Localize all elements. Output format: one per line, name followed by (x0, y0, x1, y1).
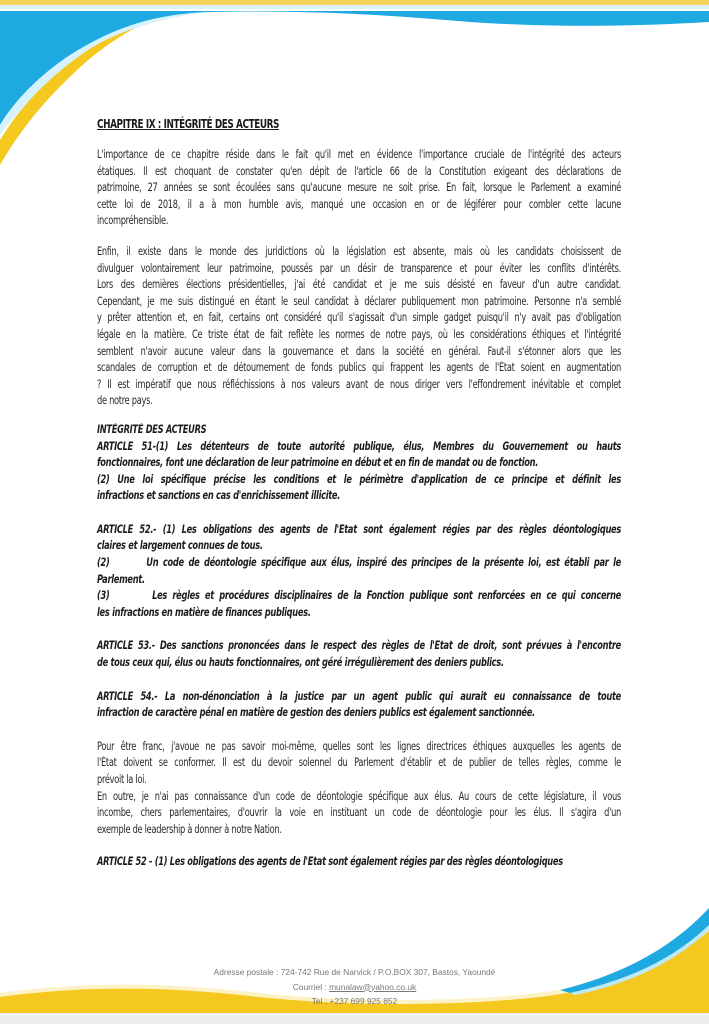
text-line: incombe, chers parlementaires, d'ouvrir la voie en instituant un code de déontologie pour les élus. Il s'agira d'un (97, 806, 621, 820)
text-line: Parlement. (97, 572, 145, 586)
letterhead-footer (0, 965, 709, 1009)
top-light-strip (0, 5, 709, 9)
text-line: ARTICLE 52 - (1) Les obligations des agents de l'Etat sont également régies par des règles déontologiques (97, 855, 563, 869)
email-line (0, 980, 709, 995)
text-line: exemple de leadership à donner à notre Nation. (97, 822, 282, 836)
text-line: étatiques. Il est choquant de constater qu'en dépit de l'article 66 de la Constitution exigeant des déclarations de (97, 164, 621, 178)
text-line: les infractions en matière de finances publiques. (97, 605, 311, 619)
text-line: (3) Les règles et procédures disciplinaires de la Fonction publique sont renforcées en ce qui concerne (97, 589, 621, 603)
text-line: ARTICLE 51-(1) Les détenteurs de toute autorité publique, élus, Membres du Gouvernement ou hauts (97, 439, 621, 453)
text-line: légale en la matière. Ce triste état de fait reflète les normes de notre pays, où les considérations éthiques et l'intégrité (97, 327, 621, 341)
phone-number: Tel : +237 699 925 852 (311, 996, 398, 1006)
text-line: ARTICLE 54.- La non-dénonciation à la justice par un agent public qui aurait eu connaissance de toute (97, 689, 621, 703)
document-body (97, 117, 621, 871)
text-line: prévoit la loi. (97, 773, 147, 786)
top-blue-swoosh (0, 11, 709, 125)
text-line: ARTICLE 53.- Des sanctions prononcées dans le respect des règles de l'Etat de droit, sont prévues à l'encontre (97, 639, 621, 653)
text-line: Lors des dernières élections présidentielles, j'ai été candidat et je me suis désisté en faveur d'un autre candidat. (97, 278, 621, 292)
text-line: fonctionnaires, font une déclaration de leur patrimoine en début et en fin de mandat ou de fonction. (97, 456, 539, 470)
text-line: ? Il est impératif que nous réfléchissions à nos valeurs avant de nous diriger vers l'effondrement inévitable et complet (97, 377, 621, 391)
postal-address: Adresse postale : 724-742 Rue de Narvick / P.O.BOX 307, Bastos, Yaoundé (213, 967, 496, 977)
text-line: (2) Un code de déontologie spécifique aux élus, inspiré des principes de la présente loi, est établi par le (97, 556, 621, 570)
top-yellow-strip (0, 0, 709, 5)
email-label: Courriel : (292, 981, 330, 992)
text-line: y prêter attention et, en fait, certains ont considéré qu'il s'agissait d'un simple gadget puisqu'il n'y avait pas d'obligation (97, 311, 621, 325)
page-bottom-margin (0, 1013, 709, 1024)
paragraph-ethics (97, 739, 621, 839)
section-heading: INTÉGRITÉ DES ACTEURS (97, 422, 207, 436)
text-line: divulguer volontairement leur patrimoine, poussés par un désir de transparence et pour éviter les conflits d'intérêts. (97, 261, 621, 275)
text-line: Enfin, il existe dans le monde des juridictions où la législation est absente, mais où les candidats choisissent de (97, 244, 621, 258)
text-line: patrimoine, 27 années se sont écoulées sans qu'aucune mesure ne soit prise. En fait, lorsque le Parlement a examiné (97, 181, 621, 195)
article-54-block (97, 689, 621, 722)
article-52-repeat-block (97, 854, 621, 871)
text-line: Cependant, je me suis distingué en étant le seul candidat à déclarer publiquement mon patrimoine. Personne n'a semblé (97, 294, 621, 308)
text-line: claires et largement connues de tous. (97, 539, 263, 553)
text-line: L'importance de ce chapitre réside dans le fait qu'il met en évidence l'importance cruciale de l'intégrité des acteurs (97, 148, 621, 161)
text-line: l'État doivent se conformer. Il est du devoir solennel du Parlement d'établir et de publier de telles règles, comme le (97, 756, 621, 770)
article-53-block (97, 638, 621, 671)
article-52-block (97, 522, 621, 622)
text-line: infraction de caractère pénal en matière de gestion des deniers publics est également sanctionnée. (97, 706, 535, 720)
paragraph-declaration (97, 244, 621, 410)
text-line: ARTICLE 52.- (1) Les obligations des agents de l'Etat sont également régies par des règles déontologiques (97, 522, 621, 536)
text-line: scandales de corruption et de détournement de fonds publics qui frappent les agents de l'État soient en augmentation (97, 361, 621, 375)
text-line: Pour être franc, j'avoue ne pas savoir moi-même, quelles sont les lignes directrices éthiques auxquelles les agents de (97, 739, 621, 753)
text-line: de notre pays. (97, 394, 153, 408)
paragraph-intro (97, 147, 621, 230)
text-line: En outre, je n'ai pas connaissance d'un code de déontologie spécifique aux élus. Au cours de cette législature, il vous (97, 789, 621, 803)
email-link[interactable]: munalaw@yahoo.co.uk (329, 981, 417, 992)
text-line: semblent n'avoir aucune valeur dans la gouvernance et dans la société en général. Faut-il s'étonner alors que les (97, 344, 621, 358)
text-line: de tous ceux qui, élus ou hauts fonctionnaires, ont géré irrégulièrement des deniers publics. (97, 656, 504, 670)
text-line: (2) Une loi spécifique précise les conditions et le périmètre d'application de ce principe et définit les (97, 472, 621, 486)
text-line: incompréhensible. (97, 214, 169, 228)
text-line: infractions et sanctions en cas d'enrichissement illicite. (97, 489, 341, 503)
article-51-block (97, 422, 621, 505)
chapter-title: CHAPITRE IX : INTÉGRITÉ DES ACTEURS (97, 117, 280, 131)
text-line: cette loi de 2018, il a à mon humble avis, manqué une occasion en or de légiférer pour combler cette lacune (97, 197, 621, 211)
